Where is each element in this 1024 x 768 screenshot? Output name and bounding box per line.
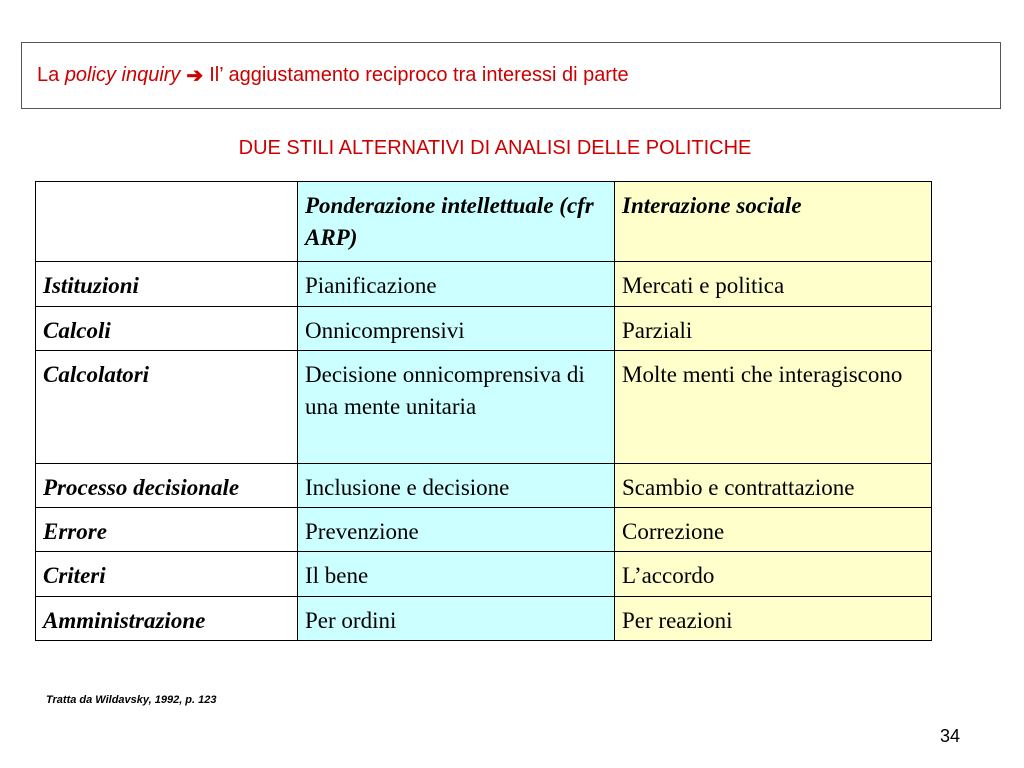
header-cell-empty [36, 182, 298, 262]
row-cell-interazione: Parziali [615, 307, 932, 351]
table-row [36, 351, 932, 464]
row-cell-ponderazione: Inclusione e decisione [298, 464, 615, 508]
row-cell-interazione: Mercati e politica [615, 262, 932, 307]
row-cell-interazione: L’accordo [615, 552, 932, 597]
comparison-table [35, 181, 932, 641]
table-row [36, 552, 932, 597]
table-row [36, 262, 932, 307]
row-label: Errore [36, 508, 298, 552]
table-header-row [36, 182, 932, 262]
page-number: 34 [940, 726, 961, 746]
header-cell-interazione: Interazione sociale [615, 182, 932, 262]
slide-title [21, 42, 1001, 109]
row-cell-interazione: Scambio e contrattazione [615, 464, 932, 508]
row-cell-interazione: Per reazioni [615, 597, 932, 641]
title-italic: policy inquiry [64, 64, 181, 86]
row-cell-ponderazione: Decisione onnicomprensiva di una mente unitaria [298, 351, 615, 464]
row-label: Processo decisionale [36, 464, 298, 508]
table-row [36, 597, 932, 641]
row-cell-ponderazione: Prevenzione [298, 508, 615, 552]
table-row [36, 307, 932, 351]
row-cell-ponderazione: Pianificazione [298, 262, 615, 307]
row-label: Calcolatori [36, 351, 298, 464]
title-prefix: La [37, 64, 60, 86]
source-note: Tratta da Wildavsky, 1992, p. 123 [46, 694, 217, 706]
row-cell-interazione: Molte menti che interagiscono [615, 351, 932, 464]
row-label: Amministrazione [36, 597, 298, 641]
row-cell-ponderazione: Il bene [298, 552, 615, 597]
row-cell-ponderazione: Per ordini [298, 597, 615, 641]
table-row [36, 508, 932, 552]
header-cell-ponderazione: Ponderazione intellettuale (cfr ARP) [298, 182, 615, 262]
row-cell-ponderazione: Onnicomprensivi [298, 307, 615, 351]
row-label: Istituzioni [36, 262, 298, 307]
row-label: Calcoli [36, 307, 298, 351]
title-rest: Il’ aggiustamento reciproco tra interessi di parte [209, 64, 629, 86]
arrow-right-icon: ➔ [186, 65, 204, 87]
row-cell-interazione: Correzione [615, 508, 932, 552]
row-label: Criteri [36, 552, 298, 597]
table-row [36, 464, 932, 508]
slide-subtitle: DUE STILI ALTERNATIVI DI ANALISI DELLE POLITICHE [238, 137, 752, 159]
